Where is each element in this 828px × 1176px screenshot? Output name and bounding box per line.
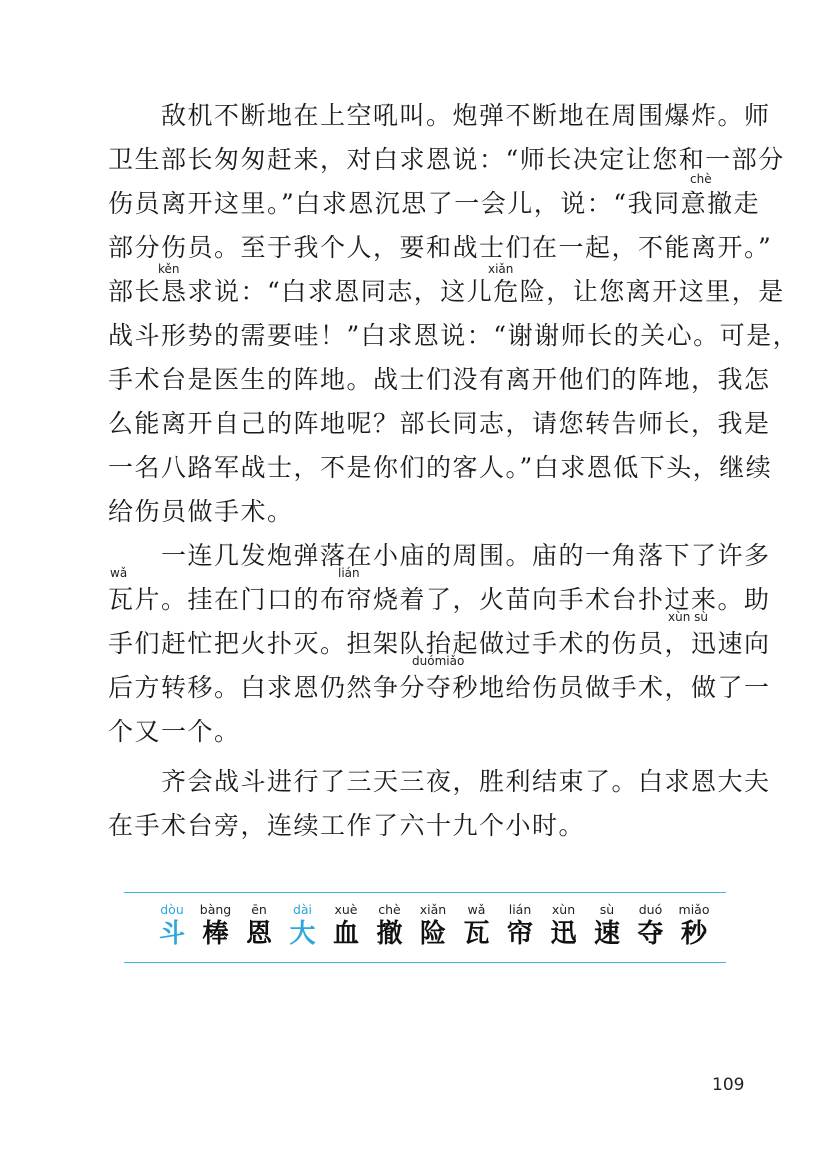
vocab-word bbox=[370, 902, 410, 958]
vocab-word bbox=[283, 902, 323, 958]
vocab-char: 血 bbox=[332, 919, 359, 949]
text-line: 么能离开自己的阵地呢？部长同志，请您转告师长，我是 bbox=[108, 409, 771, 438]
page-number: 109 bbox=[712, 1075, 745, 1095]
vocab-bottom-rule bbox=[124, 962, 726, 963]
text-line: 部分伤员。至于我个人，要和战士们在一起，不能离开。” bbox=[108, 233, 773, 262]
vocab-pinyin: bàng bbox=[199, 902, 232, 917]
vocab-char: 秒 bbox=[680, 919, 707, 949]
vocab-word bbox=[413, 902, 453, 958]
text-line: 卫生部长匆匆赶来，对白求恩说：“师长决定让您和一部分 bbox=[108, 145, 785, 174]
vocab-char: 迅 bbox=[550, 919, 577, 949]
vocab-word bbox=[587, 902, 627, 958]
pinyin-annotation-che: chè bbox=[690, 172, 712, 186]
text-line: 瓦片。挂在门口的布帘烧着了，火苗向手术台扑过来。助 bbox=[108, 585, 771, 614]
text-line: 伤员离开这里。”白求恩沉思了一会儿，说：“我同意撤走 bbox=[108, 189, 761, 218]
vocab-word bbox=[544, 902, 584, 958]
vocabulary-list bbox=[156, 902, 716, 962]
text-line: 手们赶忙把火扑灭。担架队抬起做过手术的伤员，迅速向 bbox=[108, 629, 771, 658]
pinyin-annotation-lian: lián bbox=[338, 566, 360, 580]
pinyin-annotation-wa: wǎ bbox=[110, 566, 128, 580]
pinyin-annotation-xian: xiǎn bbox=[488, 262, 514, 276]
vocab-char: 撤 bbox=[376, 919, 403, 949]
vocab-char: 险 bbox=[419, 919, 446, 949]
vocab-char: 棒 bbox=[202, 919, 229, 949]
vocab-word bbox=[239, 902, 279, 958]
vocab-pinyin: dòu bbox=[160, 902, 184, 917]
text-line: 手术台是医生的阵地。战士们没有离开他们的阵地，我怎 bbox=[108, 365, 771, 394]
vocab-pinyin: miǎo bbox=[678, 902, 710, 917]
vocab-pinyin: dài bbox=[292, 902, 313, 917]
vocab-pinyin: xiǎn bbox=[419, 902, 447, 917]
vocab-char: 斗 bbox=[158, 919, 185, 949]
pinyin-annotation-duomiao: duómiǎo bbox=[412, 654, 465, 668]
text-line: 战斗形势的需要哇！”白求恩说：“谢谢师长的关心。可是， bbox=[108, 321, 800, 350]
vocab-word bbox=[674, 902, 714, 958]
vocab-pinyin: wǎ bbox=[467, 902, 486, 917]
vocab-pinyin: lián bbox=[508, 902, 532, 917]
text-line: 给伤员做手术。 bbox=[108, 497, 294, 526]
text-line: 个又一个。 bbox=[108, 717, 241, 746]
vocab-word bbox=[152, 902, 192, 958]
vocab-char: 速 bbox=[593, 919, 620, 949]
vocab-pinyin: xuè bbox=[334, 902, 358, 917]
vocab-word bbox=[326, 902, 366, 958]
vocab-pinyin: ēn bbox=[251, 902, 267, 917]
vocab-pinyin: chè bbox=[378, 902, 401, 917]
vocab-word bbox=[631, 902, 671, 958]
vocab-word bbox=[457, 902, 497, 958]
vocab-pinyin: sù bbox=[599, 902, 615, 917]
text-line: 部长恳求说：“白求恩同志，这儿危险，让您离开这里，是 bbox=[108, 277, 785, 306]
text-line: 齐会战斗进行了三天三夜，胜利结束了。白求恩大夫 bbox=[108, 767, 771, 796]
text-line: 一连几发炮弹落在小庙的周围。庙的一角落下了许多 bbox=[108, 541, 771, 570]
text-line: 后方转移。白求恩仍然争分夺秒地给伤员做手术，做了一 bbox=[108, 673, 771, 702]
text-line: 在手术台旁，连续工作了六十九个小时。 bbox=[108, 811, 586, 840]
vocab-char: 恩 bbox=[245, 919, 272, 949]
vocab-char: 帘 bbox=[506, 919, 533, 949]
pinyin-annotation-ken: kěn bbox=[158, 262, 180, 276]
vocab-top-rule bbox=[124, 892, 726, 893]
vocab-char: 大 bbox=[289, 919, 316, 949]
pinyin-annotation-xunsu: xùn sù bbox=[668, 610, 708, 624]
text-line: 敌机不断地在上空吼叫。炮弹不断地在周围爆炸。师 bbox=[108, 101, 771, 130]
vocab-char: 夺 bbox=[637, 919, 664, 949]
vocab-char: 瓦 bbox=[463, 919, 490, 949]
vocab-word bbox=[500, 902, 540, 958]
vocab-word bbox=[196, 902, 236, 958]
vocab-pinyin: duó bbox=[638, 902, 663, 917]
vocab-pinyin: xùn bbox=[551, 902, 576, 917]
text-line: 一名八路军战士，不是你们的客人。”白求恩低下头，继续 bbox=[108, 453, 773, 482]
